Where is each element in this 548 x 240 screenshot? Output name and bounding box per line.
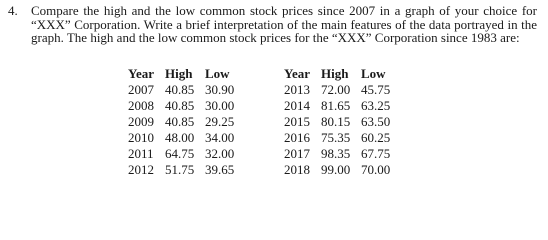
stock-price-table-right <box>284 66 401 178</box>
high-cell: 51.75 <box>165 162 195 177</box>
table-row <box>128 114 245 130</box>
low-column-header: Low <box>361 66 386 81</box>
high-cell: 40.85 <box>165 98 195 113</box>
high-cell: 40.85 <box>165 114 195 129</box>
high-cell: 80.15 <box>321 114 351 129</box>
high-cell: 75.35 <box>321 130 351 145</box>
high-cell: 72.00 <box>321 82 351 97</box>
table-header-row <box>128 66 245 82</box>
year-cell: 2011 <box>128 146 154 161</box>
year-cell: 2014 <box>284 98 310 113</box>
low-cell: 34.00 <box>205 130 235 145</box>
low-cell: 70.00 <box>361 162 391 177</box>
low-column-header: Low <box>205 66 230 81</box>
high-column-header: High <box>321 66 349 81</box>
year-cell: 2008 <box>128 98 154 113</box>
low-cell: 60.25 <box>361 130 391 145</box>
year-cell: 2012 <box>128 162 154 177</box>
table-row <box>284 130 401 146</box>
year-cell: 2015 <box>284 114 310 129</box>
year-cell: 2007 <box>128 82 154 97</box>
table-row <box>284 98 401 114</box>
year-column-header: Year <box>284 66 310 81</box>
question-text: Compare the high and the low common stock prices since 2007 in a graph of your choice for “XXX” Corporation. Write a brief interpretation of the main features of the data portrayed in the graph. The high and the low common stock prices for the “XXX” Corporation since 1983 are: <box>31 3 537 45</box>
question-number: 4. <box>8 3 18 18</box>
table-row <box>128 82 245 98</box>
year-cell: 2010 <box>128 130 154 145</box>
high-cell: 64.75 <box>165 146 195 161</box>
year-cell: 2016 <box>284 130 310 145</box>
high-cell: 48.00 <box>165 130 195 145</box>
table-row <box>128 162 245 178</box>
table-row <box>284 114 401 130</box>
year-cell: 2013 <box>284 82 310 97</box>
year-column-header: Year <box>128 66 154 81</box>
table-row <box>284 146 401 162</box>
year-cell: 2009 <box>128 114 154 129</box>
high-cell: 98.35 <box>321 146 351 161</box>
low-cell: 30.90 <box>205 82 235 97</box>
low-cell: 39.65 <box>205 162 235 177</box>
low-cell: 67.75 <box>361 146 391 161</box>
table-row <box>284 82 401 98</box>
table-row <box>128 130 245 146</box>
low-cell: 45.75 <box>361 82 391 97</box>
high-cell: 81.65 <box>321 98 351 113</box>
year-cell: 2017 <box>284 146 310 161</box>
low-cell: 63.25 <box>361 98 391 113</box>
low-cell: 29.25 <box>205 114 235 129</box>
low-cell: 63.50 <box>361 114 391 129</box>
table-row <box>128 146 245 162</box>
table-header-row <box>284 66 401 82</box>
stock-price-table-left <box>128 66 245 178</box>
low-cell: 30.00 <box>205 98 235 113</box>
table-row <box>128 98 245 114</box>
table-row <box>284 162 401 178</box>
high-cell: 99.00 <box>321 162 351 177</box>
high-column-header: High <box>165 66 193 81</box>
low-cell: 32.00 <box>205 146 235 161</box>
year-cell: 2018 <box>284 162 310 177</box>
high-cell: 40.85 <box>165 82 195 97</box>
